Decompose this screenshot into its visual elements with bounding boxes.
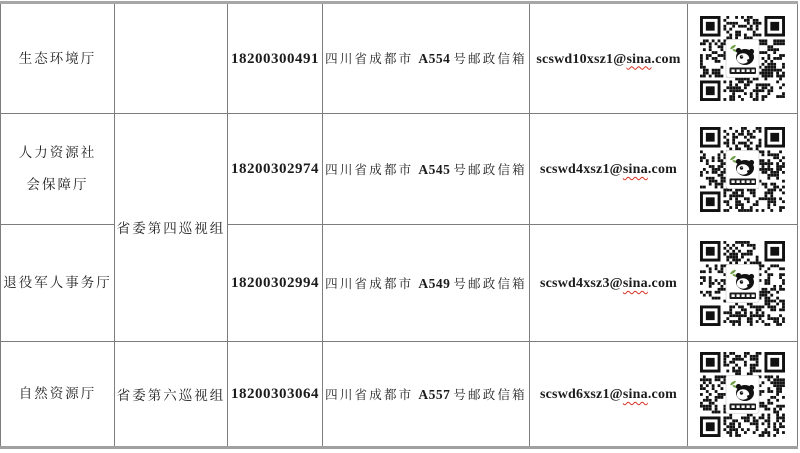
email-address: scswd4xsz3@sina.com [539,276,678,291]
department-cell [1,3,115,114]
inspection-group-cell-merged [115,114,228,342]
qr-cell [688,114,798,225]
address-cell [323,3,530,114]
department-cell [1,342,115,448]
postal-address: 四川省成都市 A554 号邮政信箱 [325,51,527,66]
panda-qr-code-icon [688,342,797,446]
table-row [1,342,798,448]
address-cell [323,225,530,342]
panda-qr-code-icon [688,114,797,224]
phone-number: 18200302994 [231,275,319,291]
email-cell [530,225,688,342]
table-row [1,114,798,225]
postal-address: 四川省成都市 A545 号邮政信箱 [325,161,527,177]
postal-address: 四川省成都市 A549 号邮政信箱 [325,275,527,291]
address-cell [323,114,530,225]
address-cell [323,342,530,448]
inspection-group-cell [115,342,228,448]
panda-qr-code-icon [688,225,797,341]
qr-cell [688,342,798,448]
phone-cell [228,225,323,342]
phone-cell [228,3,323,114]
phone-number: 18200300491 [231,50,319,67]
qr-cell [688,225,798,342]
department-name: 人力资源社会保障厅 [18,144,97,192]
inspection-group-name: 省委第六巡视组 [116,387,226,403]
email-cell [530,114,688,225]
po-box-number: A549 [418,275,451,291]
phone-cell [228,114,323,225]
phone-cell [228,342,323,448]
email-address: scswd10xsz1@sina.com [536,51,681,67]
inspection-group-name: 省委第四巡视组 [116,221,226,236]
po-box-number: A557 [418,386,451,402]
po-box-number: A545 [418,161,451,177]
table-row [1,3,798,114]
phone-number: 18200302974 [231,161,319,177]
department-cell [1,114,115,225]
contact-table [0,1,798,449]
qr-cell [688,3,798,114]
po-box-number: A554 [418,51,451,66]
department-name: 自然资源厅 [18,386,97,402]
department-name: 退役军人事务厅 [3,275,112,291]
email-cell [530,342,688,448]
department-cell [1,225,115,342]
email-address: scswd6xsz1@sina.com [539,387,678,402]
email-address: scswd4xsz1@sina.com [539,162,678,177]
panda-qr-code-icon [688,4,797,113]
postal-address: 四川省成都市 A557 号邮政信箱 [325,386,527,402]
email-cell [530,3,688,114]
phone-number: 18200303064 [231,386,319,402]
inspection-group-cell [115,3,228,114]
department-name: 生态环境厅 [18,50,97,66]
